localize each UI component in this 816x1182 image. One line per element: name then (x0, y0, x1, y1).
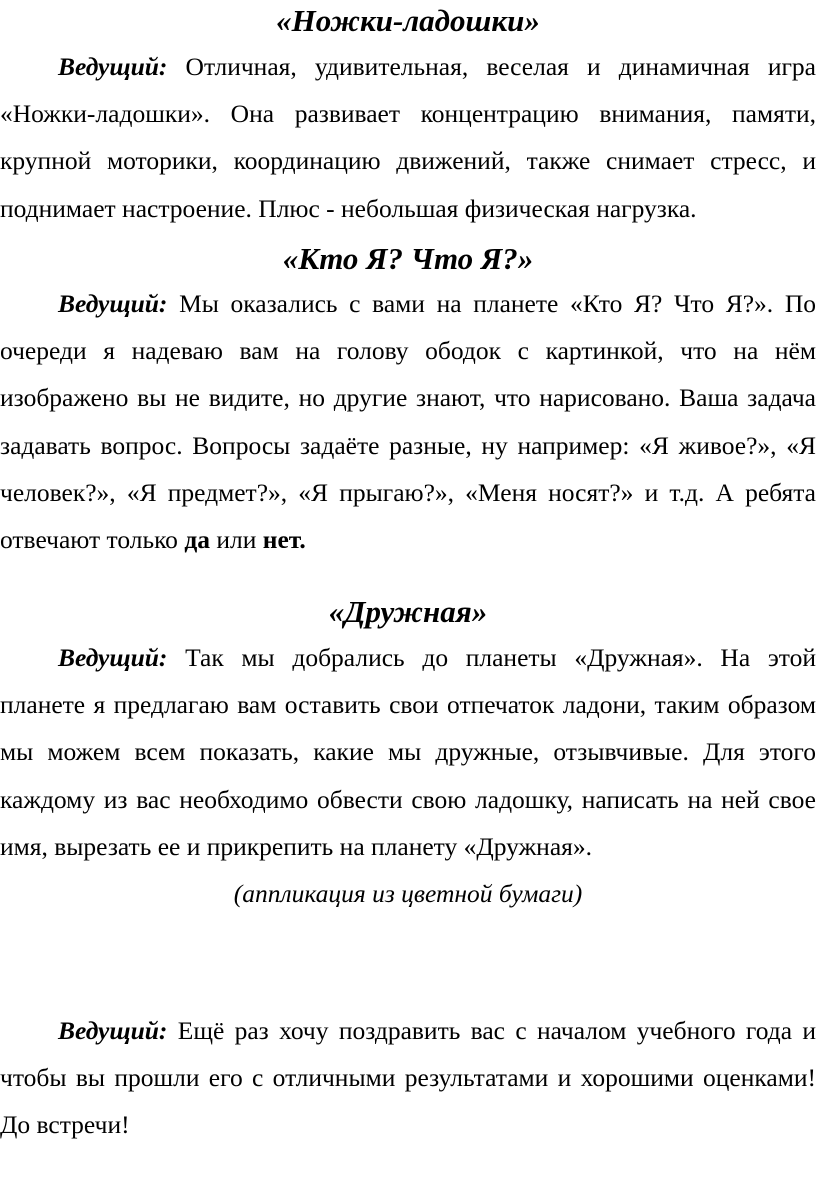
applique-note: (аппликация из цветной бумаги) (233, 879, 583, 909)
section-paragraph (0, 1007, 816, 1149)
paragraph-text: Так мы добрались до планеты «Дружная». На этой планете я предлагаю вам оставить свои отпечаток ладони, таким образом мы можем всем показать, какие мы дружные, отзывчивые. Для этого каждому из вас необходимо обвести свою ладошку, написать на ней свое имя, вырезать ее и прикрепить на планету «Дружная». (0, 643, 816, 861)
section-title: «Дружная» (328, 594, 488, 629)
paragraph-text: Ещё раз хочу поздравить вас с началом учебного года и чтобы вы прошли его с отличными результатами и хорошими оценками! До встречи! (0, 1016, 816, 1140)
paragraph-text: Отличная, удивительная, веселая и динамичная игра «Ножки-ладошки». Она развивает концентрацию внимания, памяти, крупной моторики, координацию движений, также снимает стресс, и поднимает настроение. Плюс - небольшая физическая нагрузка. (0, 52, 816, 223)
section-nozhki-ladoshki (0, 2, 816, 232)
section-paragraph (0, 43, 816, 232)
section-druzhnaya (0, 593, 816, 917)
speaker-label: Ведущий: (58, 1016, 168, 1045)
speaker-label: Ведущий: (58, 289, 168, 318)
section-paragraph (0, 634, 816, 870)
section-title: «Кто Я? Что Я?» (282, 241, 534, 276)
paragraph-text-middle: или (209, 525, 263, 555)
speaker-label: Ведущий: (58, 643, 168, 672)
section-closing (0, 1007, 816, 1149)
section-paragraph (0, 280, 816, 563)
section-kto-ya-chto-ya (0, 240, 816, 563)
section-title: «Ножки-ладошки» (276, 3, 540, 38)
answer-yes: да (184, 525, 210, 555)
answer-no: нет. (262, 525, 306, 555)
paragraph-text: Мы оказались с вами на планете «Кто Я? Что Я?». По очереди я надеваю вам на голову ободок с картинкой, что на нём изображено вы не видите, но другие знают, что нарисовано. Ваша задача задавать вопрос. Вопросы задаёте разные, ну например: «Я живое?», «Я человек?», «Я предмет?», «Я прыгаю?», «Меня носят?» и т.д. А ребята отвечают только (0, 289, 816, 555)
speaker-label: Ведущий: (58, 52, 168, 81)
